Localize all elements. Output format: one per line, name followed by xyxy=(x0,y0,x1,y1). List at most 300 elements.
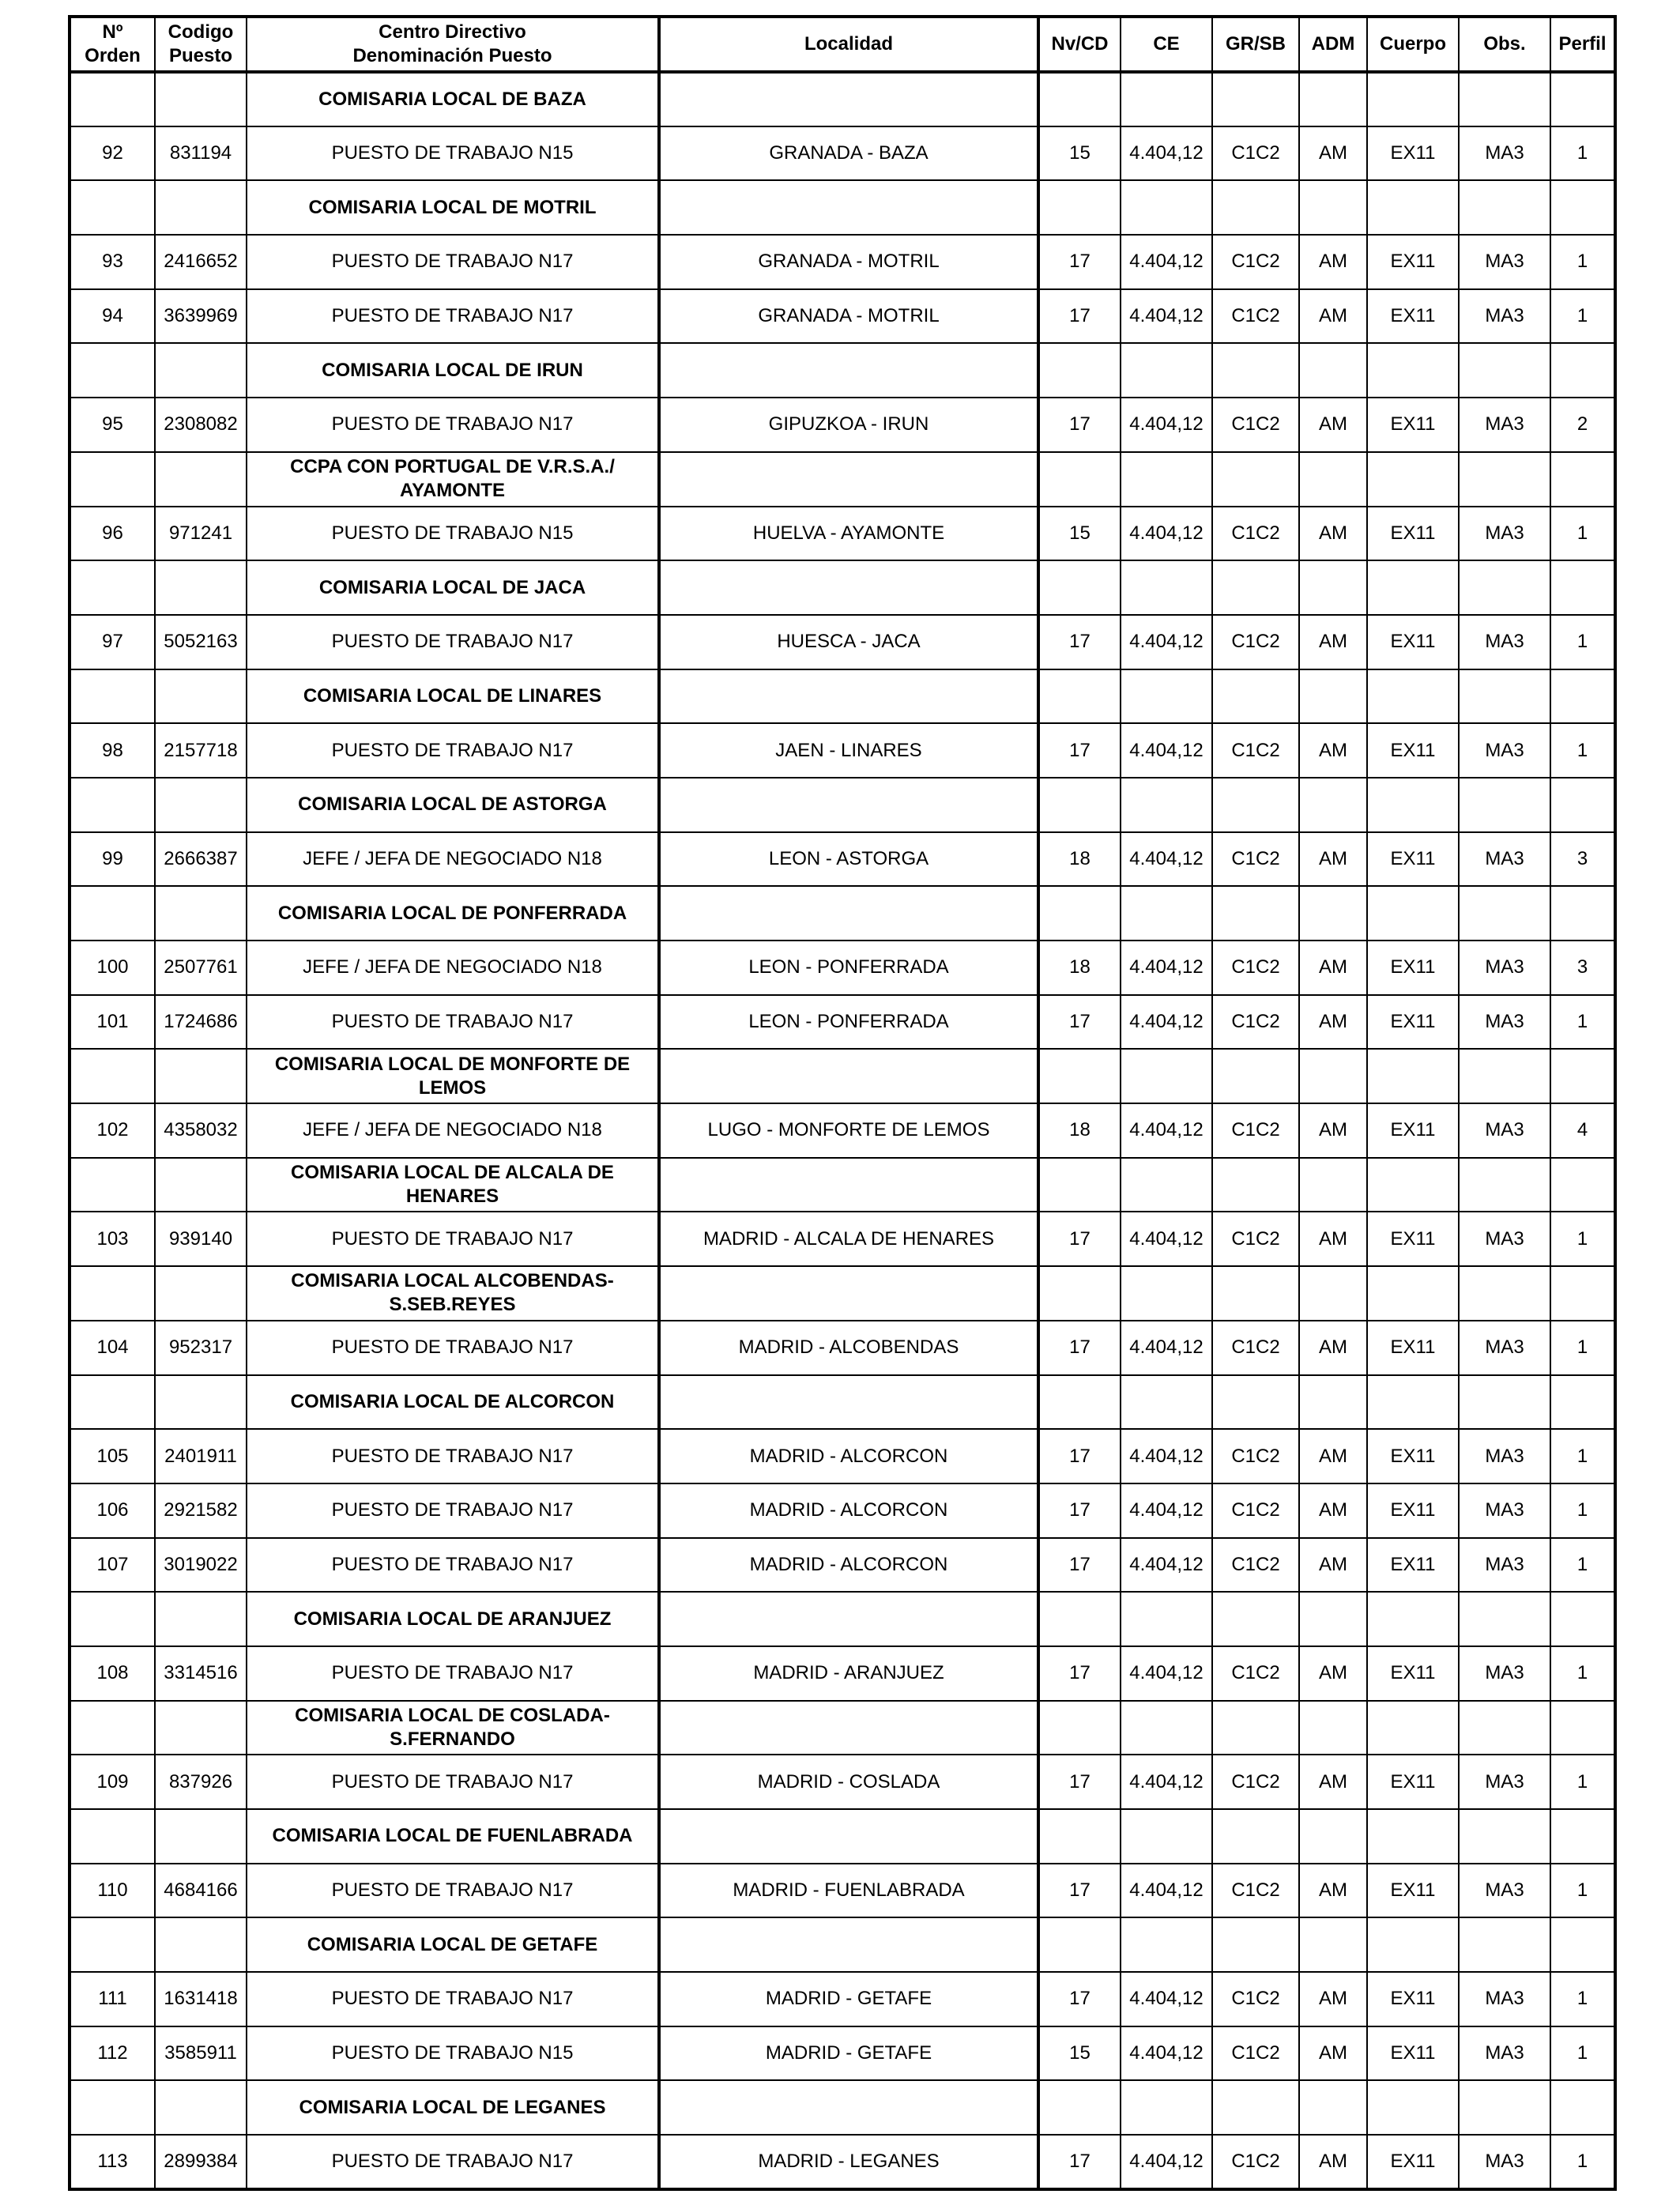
empty-cell xyxy=(1038,72,1121,126)
empty-cell xyxy=(1550,452,1615,507)
col-header-nvcd: Nv/CD xyxy=(1038,17,1121,72)
cell-adm: AM xyxy=(1299,2026,1367,2081)
section-name: COMISARIA LOCAL DE PONFERRADA xyxy=(247,886,659,941)
empty-cell xyxy=(1038,1917,1121,1972)
section-row xyxy=(70,1809,1615,1864)
cell-localidad: GRANADA - BAZA xyxy=(659,126,1038,181)
section-row xyxy=(70,669,1615,724)
empty-cell xyxy=(70,1266,155,1321)
cell-grsb: C1C2 xyxy=(1212,1972,1299,2026)
empty-cell xyxy=(1121,1049,1212,1103)
cell-obs: MA3 xyxy=(1459,615,1550,669)
cell-localidad: LUGO - MONFORTE DE LEMOS xyxy=(659,1103,1038,1158)
cell-codigo: 3314516 xyxy=(155,1646,247,1701)
empty-cell xyxy=(1038,343,1121,398)
empty-cell xyxy=(1367,1592,1459,1646)
cell-orden: 111 xyxy=(70,1972,155,2026)
table-row xyxy=(70,126,1615,181)
cell-grsb: C1C2 xyxy=(1212,1483,1299,1538)
empty-cell xyxy=(1121,669,1212,724)
cell-nvcd: 17 xyxy=(1038,289,1121,344)
empty-cell xyxy=(155,2080,247,2135)
cell-orden: 106 xyxy=(70,1483,155,1538)
cell-localidad: MADRID - FUENLABRADA xyxy=(659,1864,1038,1918)
empty-cell xyxy=(1367,1158,1459,1212)
empty-cell xyxy=(1459,1375,1550,1430)
cell-cuerpo: EX11 xyxy=(1367,1972,1459,2026)
cell-ce: 4.404,12 xyxy=(1121,1538,1212,1593)
empty-cell xyxy=(1459,560,1550,615)
empty-cell xyxy=(1038,1049,1121,1103)
cell-ce: 4.404,12 xyxy=(1121,995,1212,1050)
empty-cell xyxy=(1299,1701,1367,1755)
cell-orden: 92 xyxy=(70,126,155,181)
empty-cell xyxy=(1212,1809,1299,1864)
cell-grsb: C1C2 xyxy=(1212,723,1299,778)
empty-cell xyxy=(659,452,1038,507)
cell-localidad: MADRID - LEGANES xyxy=(659,2135,1038,2189)
col-header-codigo xyxy=(155,17,247,72)
cell-localidad: GRANADA - MOTRIL xyxy=(659,289,1038,344)
section-row xyxy=(70,1158,1615,1212)
section-row xyxy=(70,180,1615,235)
cell-obs: MA3 xyxy=(1459,1972,1550,2026)
cell-ce: 4.404,12 xyxy=(1121,1212,1212,1266)
cell-adm: AM xyxy=(1299,235,1367,289)
cell-grsb: C1C2 xyxy=(1212,2135,1299,2189)
cell-grsb: C1C2 xyxy=(1212,832,1299,887)
cell-codigo: 2899384 xyxy=(155,2135,247,2189)
table-row xyxy=(70,2026,1615,2081)
col-header-grsb: GR/SB xyxy=(1212,17,1299,72)
cell-ce: 4.404,12 xyxy=(1121,398,1212,452)
cell-orden: 93 xyxy=(70,235,155,289)
empty-cell xyxy=(1299,2080,1367,2135)
empty-cell xyxy=(1550,1049,1615,1103)
empty-cell xyxy=(1121,886,1212,941)
empty-cell xyxy=(155,343,247,398)
empty-cell xyxy=(1038,452,1121,507)
cell-obs: MA3 xyxy=(1459,398,1550,452)
empty-cell xyxy=(1367,886,1459,941)
empty-cell xyxy=(1459,669,1550,724)
cell-obs: MA3 xyxy=(1459,941,1550,995)
cell-orden: 109 xyxy=(70,1755,155,1809)
empty-cell xyxy=(1367,72,1459,126)
empty-cell xyxy=(659,343,1038,398)
section-row xyxy=(70,778,1615,832)
section-name: COMISARIA LOCAL DE GETAFE xyxy=(247,1917,659,1972)
col-header-codigo-line2: Puesto xyxy=(168,45,232,66)
cell-adm: AM xyxy=(1299,1429,1367,1483)
cell-orden: 95 xyxy=(70,398,155,452)
empty-cell xyxy=(1212,1158,1299,1212)
section-row xyxy=(70,1592,1615,1646)
cell-localidad: MADRID - ALCOBENDAS xyxy=(659,1321,1038,1375)
cell-ce: 4.404,12 xyxy=(1121,615,1212,669)
col-header-cuerpo: Cuerpo xyxy=(1367,17,1459,72)
empty-cell xyxy=(1121,1158,1212,1212)
col-header-centro-line2: Denominación Puesto xyxy=(352,45,552,66)
empty-cell xyxy=(1367,452,1459,507)
table-row xyxy=(70,1538,1615,1593)
empty-cell xyxy=(1459,452,1550,507)
cell-orden: 96 xyxy=(70,507,155,561)
cell-perfil: 3 xyxy=(1550,941,1615,995)
table-row xyxy=(70,1483,1615,1538)
empty-cell xyxy=(1038,2080,1121,2135)
empty-cell xyxy=(659,1158,1038,1212)
cell-ce: 4.404,12 xyxy=(1121,2135,1212,2189)
cell-adm: AM xyxy=(1299,2135,1367,2189)
cell-adm: AM xyxy=(1299,1755,1367,1809)
cell-puesto: PUESTO DE TRABAJO N15 xyxy=(247,507,659,561)
cell-adm: AM xyxy=(1299,1864,1367,1918)
cell-orden: 113 xyxy=(70,2135,155,2189)
cell-puesto: PUESTO DE TRABAJO N15 xyxy=(247,126,659,181)
empty-cell xyxy=(1038,560,1121,615)
col-header-orden xyxy=(70,17,155,72)
empty-cell xyxy=(1038,1266,1121,1321)
empty-cell xyxy=(1121,560,1212,615)
empty-cell xyxy=(1299,180,1367,235)
cell-nvcd: 17 xyxy=(1038,1972,1121,2026)
cell-cuerpo: EX11 xyxy=(1367,723,1459,778)
empty-cell xyxy=(1299,1158,1367,1212)
empty-cell xyxy=(1459,886,1550,941)
section-row xyxy=(70,1375,1615,1430)
col-header-obs: Obs. xyxy=(1459,17,1550,72)
cell-ce: 4.404,12 xyxy=(1121,1103,1212,1158)
empty-cell xyxy=(1367,778,1459,832)
table-row xyxy=(70,1755,1615,1809)
empty-cell xyxy=(1212,452,1299,507)
empty-cell xyxy=(70,343,155,398)
cell-grsb: C1C2 xyxy=(1212,289,1299,344)
col-header-orden-line2: Orden xyxy=(85,45,141,66)
cell-codigo: 939140 xyxy=(155,1212,247,1266)
cell-puesto: PUESTO DE TRABAJO N17 xyxy=(247,1483,659,1538)
cell-grsb: C1C2 xyxy=(1212,1755,1299,1809)
cell-nvcd: 17 xyxy=(1038,1538,1121,1593)
empty-cell xyxy=(1299,886,1367,941)
cell-grsb: C1C2 xyxy=(1212,235,1299,289)
cell-adm: AM xyxy=(1299,1321,1367,1375)
cell-cuerpo: EX11 xyxy=(1367,507,1459,561)
cell-perfil: 1 xyxy=(1550,723,1615,778)
cell-perfil: 1 xyxy=(1550,1429,1615,1483)
empty-cell xyxy=(1367,2080,1459,2135)
cell-grsb: C1C2 xyxy=(1212,1212,1299,1266)
table-row xyxy=(70,235,1615,289)
cell-nvcd: 17 xyxy=(1038,1864,1121,1918)
empty-cell xyxy=(659,2080,1038,2135)
empty-cell xyxy=(1459,1917,1550,1972)
empty-cell xyxy=(1550,778,1615,832)
table-row xyxy=(70,1212,1615,1266)
cell-obs: MA3 xyxy=(1459,723,1550,778)
empty-cell xyxy=(70,560,155,615)
empty-cell xyxy=(1038,1701,1121,1755)
table-row xyxy=(70,941,1615,995)
empty-cell xyxy=(659,1592,1038,1646)
empty-cell xyxy=(1212,1701,1299,1755)
empty-cell xyxy=(1550,2080,1615,2135)
cell-cuerpo: EX11 xyxy=(1367,1483,1459,1538)
cell-localidad: MADRID - ALCALA DE HENARES xyxy=(659,1212,1038,1266)
empty-cell xyxy=(659,1701,1038,1755)
empty-cell xyxy=(659,1049,1038,1103)
cell-grsb: C1C2 xyxy=(1212,507,1299,561)
section-name: COMISARIA LOCAL DE ALCORCON xyxy=(247,1375,659,1430)
section-name: COMISARIA LOCAL DE LINARES xyxy=(247,669,659,724)
positions-table xyxy=(68,15,1617,2191)
cell-ce: 4.404,12 xyxy=(1121,941,1212,995)
cell-grsb: C1C2 xyxy=(1212,1538,1299,1593)
empty-cell xyxy=(659,669,1038,724)
cell-obs: MA3 xyxy=(1459,1646,1550,1701)
cell-nvcd: 17 xyxy=(1038,1212,1121,1266)
empty-cell xyxy=(1121,1701,1212,1755)
table-row xyxy=(70,1864,1615,1918)
empty-cell xyxy=(1299,1917,1367,1972)
empty-cell xyxy=(1550,1375,1615,1430)
cell-codigo: 2401911 xyxy=(155,1429,247,1483)
empty-cell xyxy=(1121,452,1212,507)
section-name: COMISARIA LOCAL DE MOTRIL xyxy=(247,180,659,235)
section-row xyxy=(70,1049,1615,1103)
cell-localidad: HUELVA - AYAMONTE xyxy=(659,507,1038,561)
section-name: COMISARIA LOCAL DE MONFORTE DE LEMOS xyxy=(247,1049,659,1103)
cell-orden: 103 xyxy=(70,1212,155,1266)
cell-obs: MA3 xyxy=(1459,832,1550,887)
cell-localidad: LEON - PONFERRADA xyxy=(659,941,1038,995)
cell-cuerpo: EX11 xyxy=(1367,398,1459,452)
cell-codigo: 4358032 xyxy=(155,1103,247,1158)
cell-ce: 4.404,12 xyxy=(1121,1755,1212,1809)
empty-cell xyxy=(70,1375,155,1430)
cell-adm: AM xyxy=(1299,832,1367,887)
empty-cell xyxy=(1121,2080,1212,2135)
col-header-orden-line1: Nº xyxy=(102,21,123,43)
cell-obs: MA3 xyxy=(1459,1483,1550,1538)
section-name: CCPA CON PORTUGAL DE V.R.S.A./ AYAMONTE xyxy=(247,452,659,507)
empty-cell xyxy=(155,1266,247,1321)
cell-cuerpo: EX11 xyxy=(1367,1864,1459,1918)
empty-cell xyxy=(1121,1917,1212,1972)
cell-grsb: C1C2 xyxy=(1212,615,1299,669)
empty-cell xyxy=(1367,180,1459,235)
empty-cell xyxy=(155,1049,247,1103)
cell-codigo: 837926 xyxy=(155,1755,247,1809)
cell-perfil: 1 xyxy=(1550,235,1615,289)
cell-cuerpo: EX11 xyxy=(1367,2026,1459,2081)
cell-cuerpo: EX11 xyxy=(1367,2135,1459,2189)
cell-grsb: C1C2 xyxy=(1212,1429,1299,1483)
empty-cell xyxy=(70,778,155,832)
empty-cell xyxy=(70,180,155,235)
cell-puesto: PUESTO DE TRABAJO N17 xyxy=(247,1864,659,1918)
table-row xyxy=(70,1103,1615,1158)
empty-cell xyxy=(1367,669,1459,724)
cell-puesto: PUESTO DE TRABAJO N17 xyxy=(247,1321,659,1375)
empty-cell xyxy=(155,1592,247,1646)
empty-cell xyxy=(155,72,247,126)
empty-cell xyxy=(70,2080,155,2135)
cell-puesto: PUESTO DE TRABAJO N17 xyxy=(247,995,659,1050)
cell-perfil: 1 xyxy=(1550,1864,1615,1918)
empty-cell xyxy=(1212,72,1299,126)
cell-nvcd: 17 xyxy=(1038,2135,1121,2189)
cell-perfil: 1 xyxy=(1550,1212,1615,1266)
cell-orden: 110 xyxy=(70,1864,155,1918)
cell-puesto: JEFE / JEFA DE NEGOCIADO N18 xyxy=(247,1103,659,1158)
cell-obs: MA3 xyxy=(1459,2135,1550,2189)
empty-cell xyxy=(155,1375,247,1430)
cell-localidad: MADRID - COSLADA xyxy=(659,1755,1038,1809)
cell-perfil: 1 xyxy=(1550,1483,1615,1538)
empty-cell xyxy=(1212,1266,1299,1321)
empty-cell xyxy=(1299,1049,1367,1103)
cell-orden: 102 xyxy=(70,1103,155,1158)
empty-cell xyxy=(1459,1266,1550,1321)
cell-perfil: 1 xyxy=(1550,1972,1615,2026)
empty-cell xyxy=(1212,343,1299,398)
cell-ce: 4.404,12 xyxy=(1121,1321,1212,1375)
empty-cell xyxy=(659,886,1038,941)
empty-cell xyxy=(1550,1266,1615,1321)
section-name: COMISARIA LOCAL DE JACA xyxy=(247,560,659,615)
empty-cell xyxy=(1550,1809,1615,1864)
cell-nvcd: 15 xyxy=(1038,126,1121,181)
cell-codigo: 3639969 xyxy=(155,289,247,344)
empty-cell xyxy=(1121,1375,1212,1430)
section-name: COMISARIA LOCAL DE ARANJUEZ xyxy=(247,1592,659,1646)
section-row xyxy=(70,560,1615,615)
cell-orden: 108 xyxy=(70,1646,155,1701)
cell-nvcd: 15 xyxy=(1038,2026,1121,2081)
cell-adm: AM xyxy=(1299,1103,1367,1158)
cell-orden: 97 xyxy=(70,615,155,669)
cell-localidad: GRANADA - MOTRIL xyxy=(659,235,1038,289)
cell-adm: AM xyxy=(1299,289,1367,344)
cell-ce: 4.404,12 xyxy=(1121,507,1212,561)
cell-cuerpo: EX11 xyxy=(1367,1429,1459,1483)
cell-ce: 4.404,12 xyxy=(1121,1972,1212,2026)
cell-adm: AM xyxy=(1299,398,1367,452)
cell-orden: 107 xyxy=(70,1538,155,1593)
cell-cuerpo: EX11 xyxy=(1367,615,1459,669)
cell-ce: 4.404,12 xyxy=(1121,289,1212,344)
empty-cell xyxy=(1459,72,1550,126)
col-header-codigo-line1: Codigo xyxy=(168,21,234,43)
section-row xyxy=(70,2080,1615,2135)
cell-puesto: PUESTO DE TRABAJO N17 xyxy=(247,398,659,452)
cell-grsb: C1C2 xyxy=(1212,1103,1299,1158)
cell-nvcd: 17 xyxy=(1038,995,1121,1050)
cell-perfil: 1 xyxy=(1550,507,1615,561)
cell-cuerpo: EX11 xyxy=(1367,1646,1459,1701)
cell-puesto: PUESTO DE TRABAJO N17 xyxy=(247,1972,659,2026)
cell-orden: 100 xyxy=(70,941,155,995)
empty-cell xyxy=(1038,1592,1121,1646)
cell-cuerpo: EX11 xyxy=(1367,289,1459,344)
cell-puesto: PUESTO DE TRABAJO N17 xyxy=(247,1755,659,1809)
cell-localidad: MADRID - GETAFE xyxy=(659,2026,1038,2081)
cell-obs: MA3 xyxy=(1459,235,1550,289)
cell-codigo: 2308082 xyxy=(155,398,247,452)
cell-adm: AM xyxy=(1299,1646,1367,1701)
cell-ce: 4.404,12 xyxy=(1121,1483,1212,1538)
table-row xyxy=(70,2135,1615,2189)
cell-puesto: PUESTO DE TRABAJO N17 xyxy=(247,235,659,289)
cell-nvcd: 17 xyxy=(1038,615,1121,669)
cell-orden: 98 xyxy=(70,723,155,778)
cell-nvcd: 17 xyxy=(1038,1483,1121,1538)
empty-cell xyxy=(70,886,155,941)
cell-puesto: PUESTO DE TRABAJO N17 xyxy=(247,1538,659,1593)
cell-localidad: MADRID - GETAFE xyxy=(659,1972,1038,2026)
cell-cuerpo: EX11 xyxy=(1367,1755,1459,1809)
cell-orden: 104 xyxy=(70,1321,155,1375)
empty-cell xyxy=(70,72,155,126)
cell-perfil: 1 xyxy=(1550,995,1615,1050)
empty-cell xyxy=(1459,2080,1550,2135)
cell-perfil: 1 xyxy=(1550,126,1615,181)
cell-obs: MA3 xyxy=(1459,1103,1550,1158)
cell-obs: MA3 xyxy=(1459,1321,1550,1375)
cell-ce: 4.404,12 xyxy=(1121,1429,1212,1483)
empty-cell xyxy=(1299,778,1367,832)
cell-perfil: 3 xyxy=(1550,832,1615,887)
cell-orden: 105 xyxy=(70,1429,155,1483)
cell-nvcd: 15 xyxy=(1038,507,1121,561)
cell-nvcd: 18 xyxy=(1038,941,1121,995)
table-row xyxy=(70,1429,1615,1483)
empty-cell xyxy=(1367,1266,1459,1321)
table-row xyxy=(70,1646,1615,1701)
empty-cell xyxy=(1038,1158,1121,1212)
empty-cell xyxy=(155,886,247,941)
cell-ce: 4.404,12 xyxy=(1121,235,1212,289)
cell-adm: AM xyxy=(1299,126,1367,181)
empty-cell xyxy=(1459,180,1550,235)
table-row xyxy=(70,507,1615,561)
empty-cell xyxy=(659,180,1038,235)
cell-puesto: JEFE / JEFA DE NEGOCIADO N18 xyxy=(247,832,659,887)
empty-cell xyxy=(659,1266,1038,1321)
cell-cuerpo: EX11 xyxy=(1367,941,1459,995)
empty-cell xyxy=(1550,1701,1615,1755)
cell-codigo: 1724686 xyxy=(155,995,247,1050)
cell-codigo: 2666387 xyxy=(155,832,247,887)
section-name: COMISARIA LOCAL DE ASTORGA xyxy=(247,778,659,832)
cell-codigo: 2416652 xyxy=(155,235,247,289)
cell-perfil: 1 xyxy=(1550,289,1615,344)
section-row xyxy=(70,72,1615,126)
section-name: COMISARIA LOCAL DE ALCALA DE HENARES xyxy=(247,1158,659,1212)
cell-codigo: 971241 xyxy=(155,507,247,561)
empty-cell xyxy=(1212,778,1299,832)
empty-cell xyxy=(155,560,247,615)
table-row xyxy=(70,289,1615,344)
empty-cell xyxy=(155,1917,247,1972)
table-row xyxy=(70,1321,1615,1375)
empty-cell xyxy=(1212,669,1299,724)
cell-nvcd: 17 xyxy=(1038,1646,1121,1701)
empty-cell xyxy=(155,1158,247,1212)
empty-cell xyxy=(1121,778,1212,832)
